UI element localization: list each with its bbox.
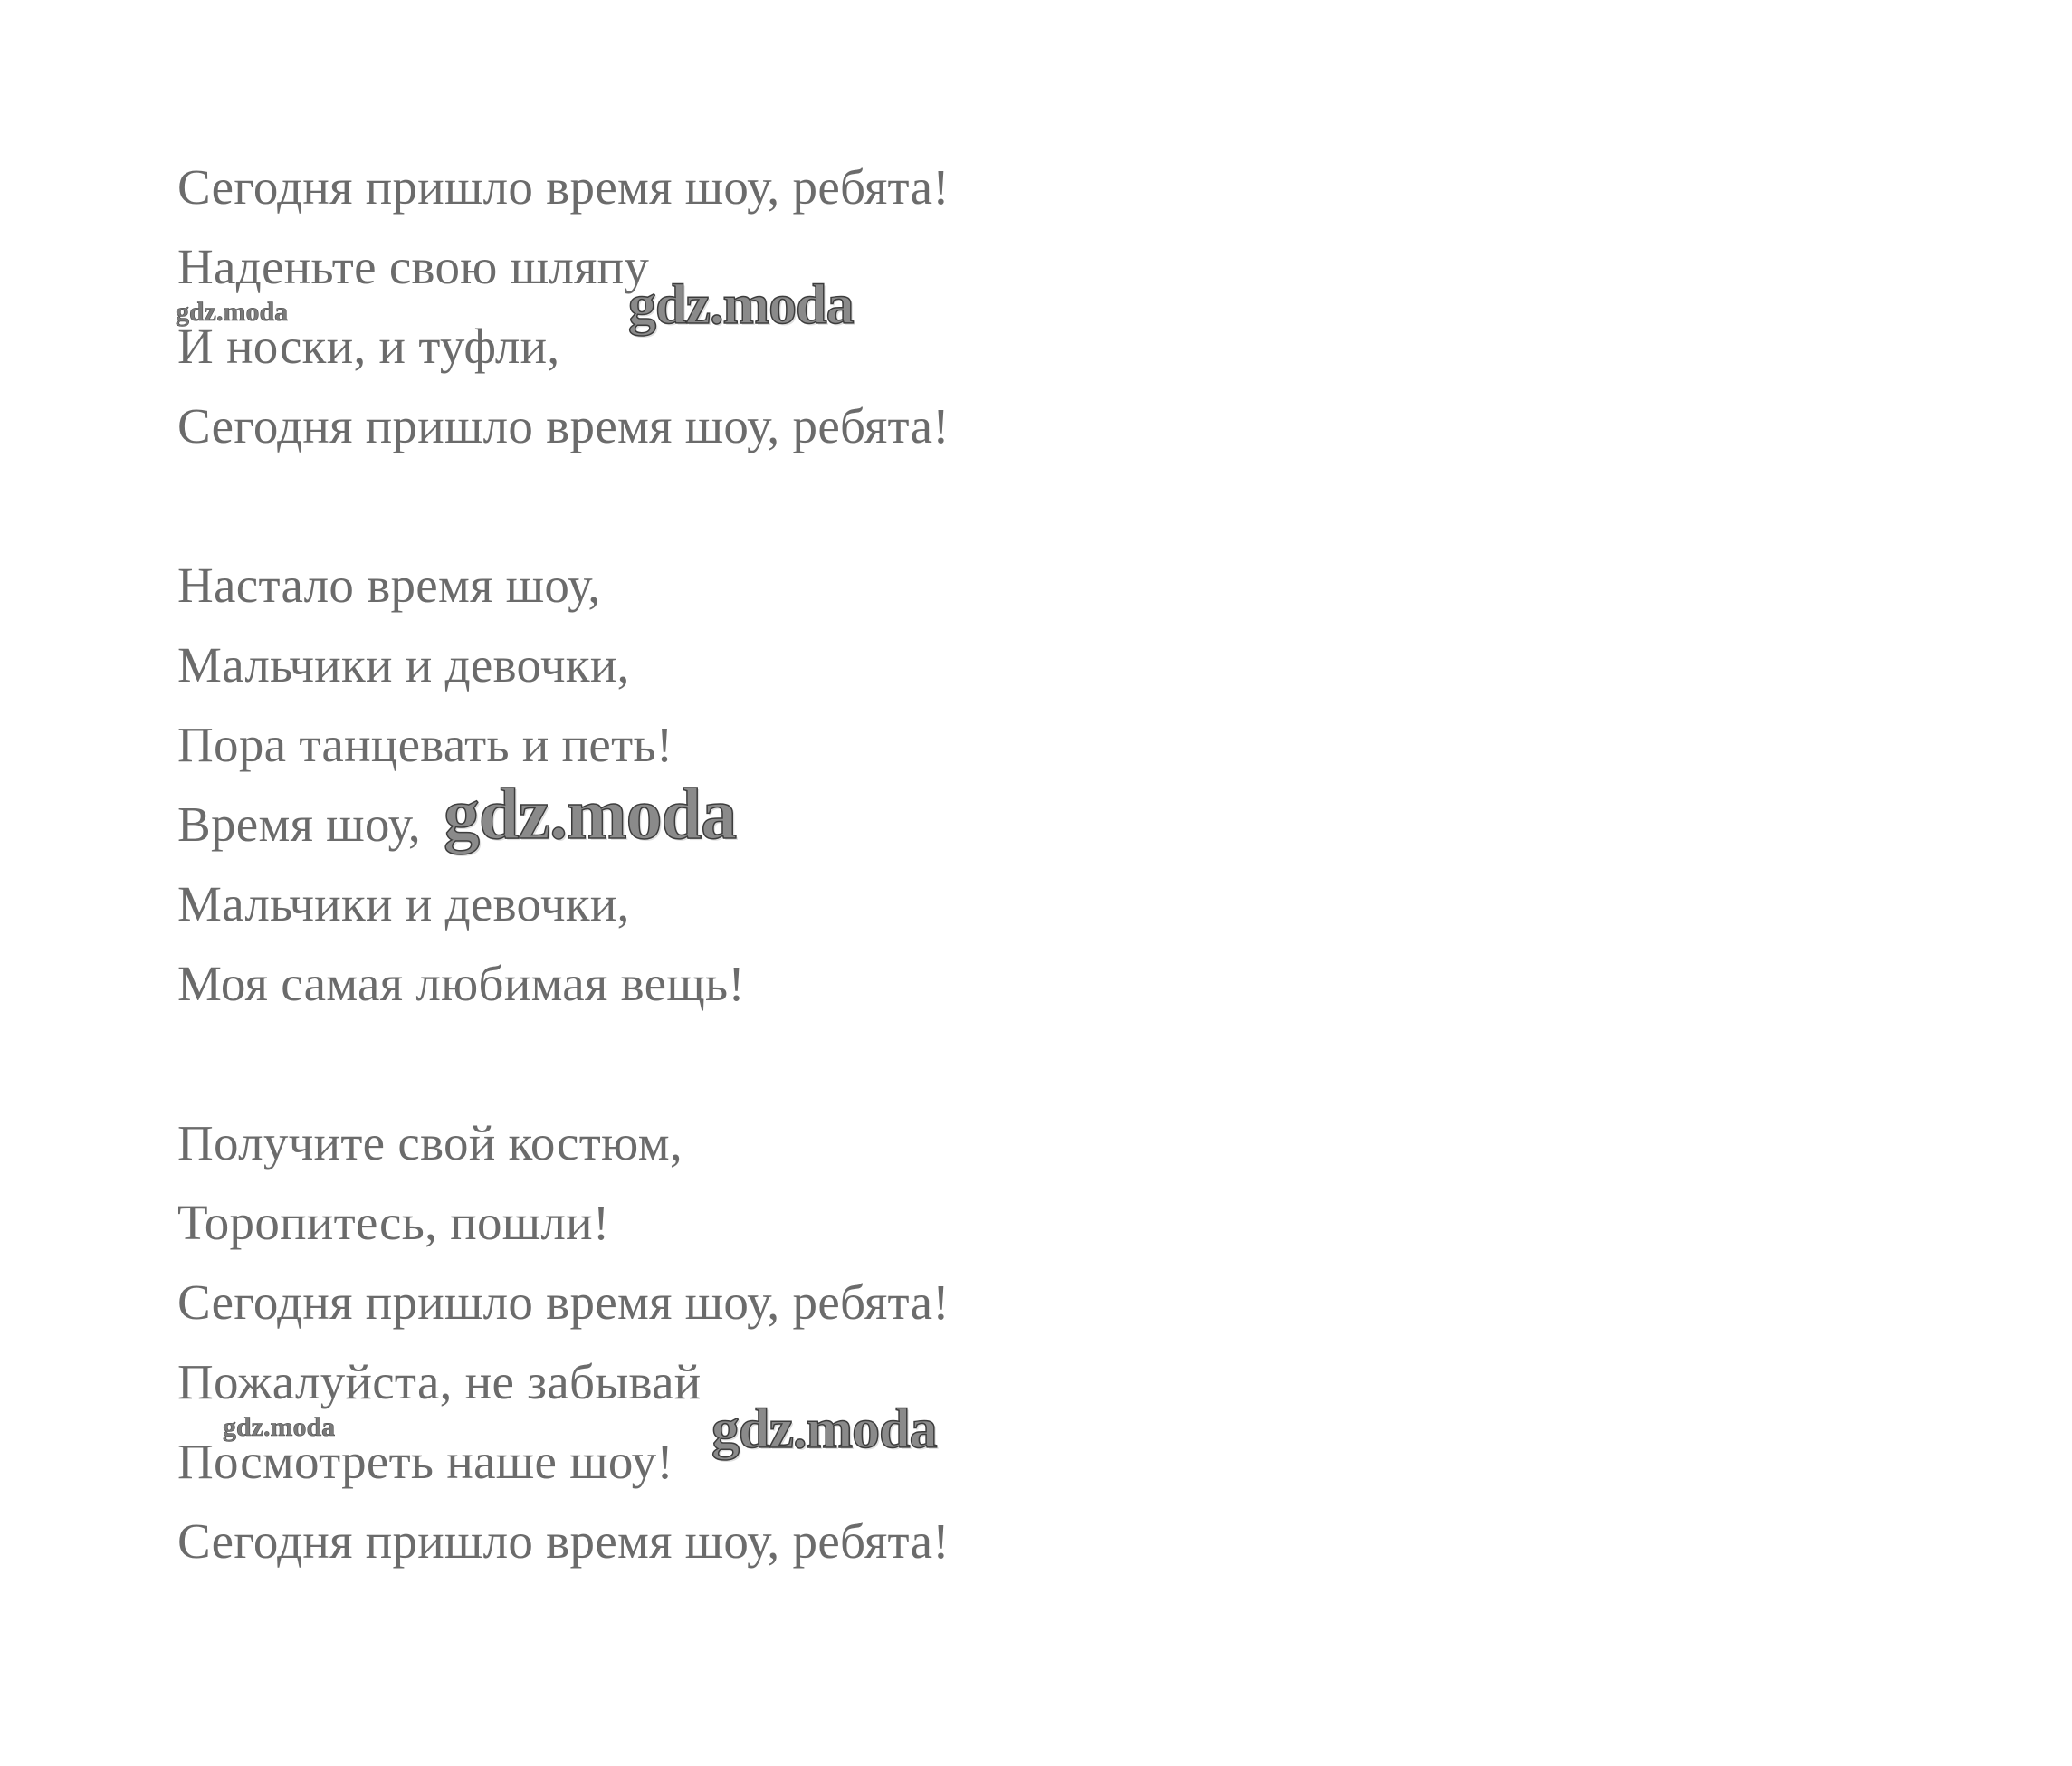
lyric-line: Моя самая любимая вещь!	[177, 956, 745, 1011]
lyric-line: Время шоу,	[177, 797, 421, 852]
lyric-line: Сегодня пришло время шоу, ребята!	[177, 1513, 950, 1569]
lyric-line: Наденьте свою шляпу	[177, 239, 650, 294]
lyric-line: Мальчики и девочки,	[177, 637, 630, 692]
lyric-line: Сегодня пришло время шоу, ребята!	[177, 398, 950, 453]
watermark-small: gdz.moda	[223, 1412, 336, 1442]
watermark: gdz.moda	[628, 274, 854, 336]
lyric-line: Посмотреть наше шоу!	[177, 1434, 673, 1489]
lyric-line: Пожалуйста, не забывай	[177, 1354, 702, 1409]
lyric-line: Настало время шоу,	[177, 558, 601, 613]
lyric-line: Получите свой костюм,	[177, 1115, 683, 1170]
watermark-large: gdz.moda	[444, 775, 737, 854]
lyric-line: Мальчики и девочки,	[177, 876, 630, 931]
lyric-line: Пора танцевать и петь!	[177, 717, 673, 772]
watermark-small: gdz.moda	[176, 297, 289, 327]
lyric-line: Сегодня пришло время шоу, ребята!	[177, 1274, 950, 1330]
lyric-line: Сегодня пришло время шоу, ребята!	[177, 159, 950, 215]
lyric-line: И носки, и туфли,	[177, 319, 560, 374]
lyric-line: Торопитесь, пошли!	[177, 1195, 610, 1250]
watermark: gdz.moda	[711, 1398, 937, 1460]
